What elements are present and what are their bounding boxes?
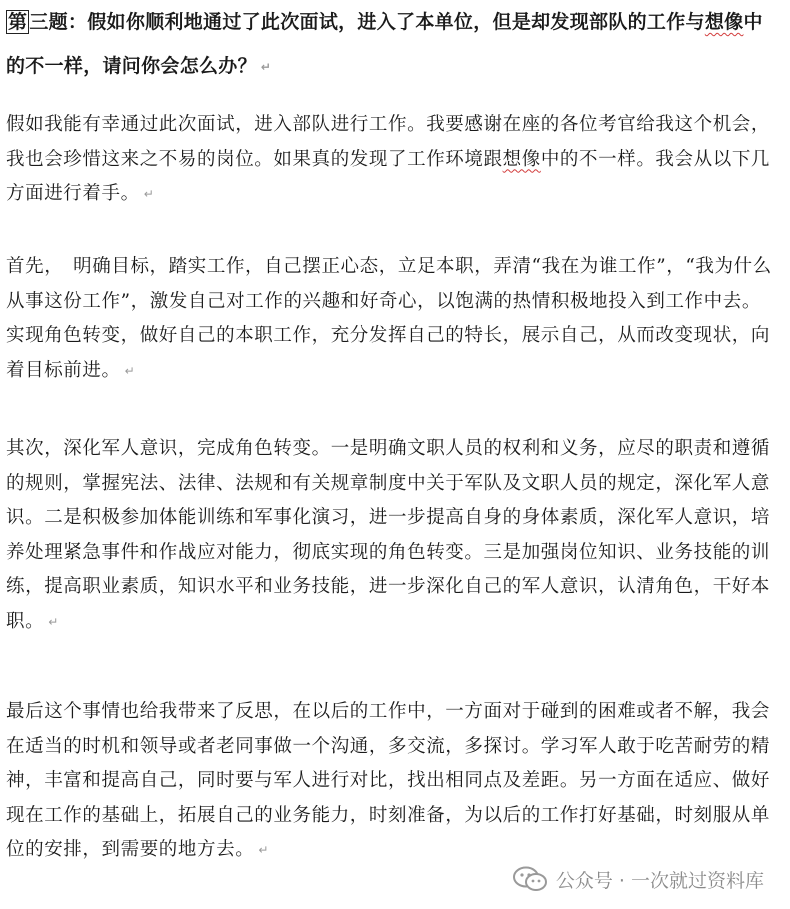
intro-spellcheck-word: 想像 <box>502 148 541 170</box>
paragraph-mark-icon: ↵ <box>124 363 136 378</box>
second-point-text: 其次，深化军人意识，完成角色转变。一是明确文职人员的权利和义务，应尽的职责和遵循的规则，掌握宪法、法律、法规和有关规章制度中关于军队及文职人员的规定，深化军人意识。二是积极参加体能训练和军事化演习，进一步提高自身的身体素质，深化军人意识，培养处理紧急事件和作战应对能力，彻底实现的角色转变。三是加强岗位知识、业务技能的训练，提高职业素质，知识水平和业务技能，进一步深化自己的军人意识，认清角色，干好本职。 <box>6 438 771 632</box>
first-point-text: 首先， 明确目标，踏实工作，自己摆正心态，立足本职，弄清“我在为谁工作”，“我为什么从事这份工作”，激发自己对工作的兴趣和好奇心，以饱满的热情积极地投入到工作中去。实现角色转变，做好自己的本职工作，充分发挥自己的特长，展示自己，从而改变现状，向着目标前进。 <box>6 256 772 381</box>
last-point-text: 最后这个事情也给我带来了反思，在以后的工作中，一方面对于碰到的困难或者不解，我会在适当的时机和领导或者老同事做一个沟通，多交流，多探讨。学习军人敢于吃苦耐劳的精神，丰富和提高自己，同时要与军人进行对比，找出相同点及差距。另一方面在适应、做好现在工作的基础上，拓展自己的业务能力，时刻准备，为以后的工作打好基础，时刻服从单位的安排，到需要的地方去。 <box>6 701 771 860</box>
heading-text-part-2: 中的不一样，请问你会怎么办？ <box>6 11 763 77</box>
paragraph-mark-icon: ↵ <box>260 60 272 74</box>
answer-paragraph-last <box>6 695 776 868</box>
heading-first-char: 第 <box>8 11 28 33</box>
intro-text-part-2: 中的不一样。我会从以下几方面进行着手。 <box>6 148 771 204</box>
intro-text-part-1: 假如我能有幸通过此次面试，进入部队进行工作。我要感谢在座的各位考官给我这个机会，我也会珍惜这来之不易的岗位。如果真的发现了工作环境跟 <box>6 114 771 170</box>
heading-text-part-1: 三题：假如你顺利地通过了此次面试，进入了本单位，但是却发现部队的工作与 <box>29 11 705 33</box>
wechat-watermark <box>508 861 768 897</box>
watermark-text: 公众号 · 一次就过资料库 <box>555 869 764 892</box>
paragraph-mark-icon: ↵ <box>48 614 59 629</box>
wechat-official-account-icon <box>512 865 548 893</box>
answer-paragraph-first <box>6 250 776 388</box>
paragraph-mark-icon: ↵ <box>143 187 155 201</box>
heading-spellcheck-word: 想像 <box>704 11 744 33</box>
paragraph-mark-icon: ↵ <box>258 843 269 857</box>
question-heading <box>6 0 776 89</box>
answer-paragraph-intro <box>6 108 776 212</box>
answer-paragraph-second <box>6 432 776 639</box>
